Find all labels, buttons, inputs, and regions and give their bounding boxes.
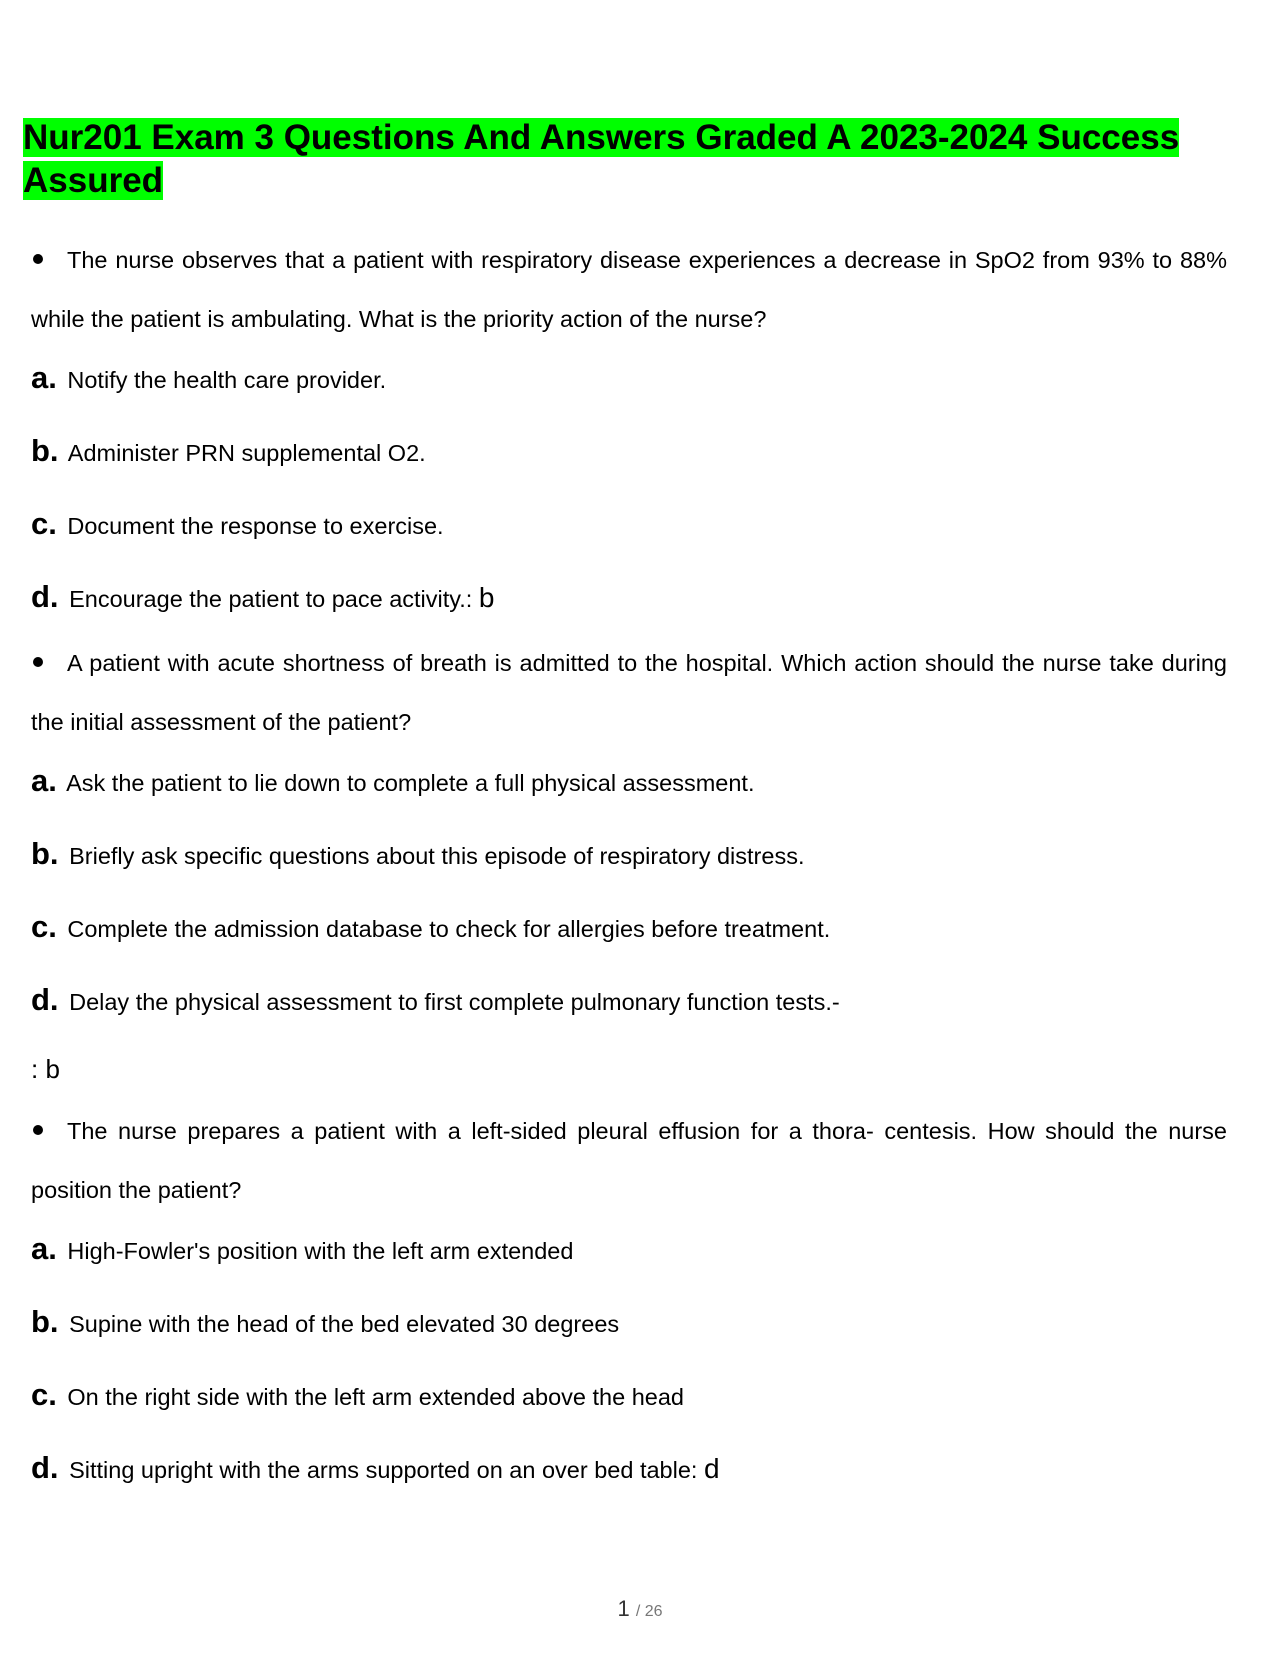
option-text: Complete the admission database to check for allergies before treatment.: [67, 916, 831, 942]
answer-key: d: [703, 1453, 720, 1484]
option-text: Encourage the patient to pace activity.:: [69, 586, 473, 612]
title-highlight: Nur201 Exam 3 Questions And Answers Graded A 2023-2024 Success Assured: [23, 118, 1180, 200]
question-1-option-b: [31, 431, 426, 473]
question-2-option-d: [31, 980, 840, 1022]
option-letter: d.: [31, 982, 59, 1017]
option-letter: c.: [31, 506, 57, 541]
question-2: [31, 634, 1227, 752]
current-page: 1: [617, 1596, 630, 1621]
bullet-icon: [33, 657, 43, 667]
option-text: On the right side with the left arm extended above the head: [67, 1384, 685, 1410]
document-title: [23, 116, 1203, 202]
question-3-option-c: [31, 1375, 684, 1417]
option-text: High-Fowler's position with the left arm extended: [67, 1238, 574, 1264]
question-1-option-a: [31, 358, 386, 400]
option-text: Supine with the head of the bed elevated 30 degrees: [69, 1311, 620, 1337]
option-letter: b.: [31, 836, 59, 871]
option-letter: d.: [31, 579, 59, 614]
question-2-option-b: [31, 834, 804, 876]
option-text: Sitting upright with the arms supported on an over bed table:: [69, 1457, 698, 1483]
option-text: Briefly ask specific questions about this episode of respiratory distress.: [69, 843, 805, 869]
question-3-option-b: [31, 1302, 619, 1344]
answer-key: b: [478, 582, 495, 613]
option-text: Administer PRN supplemental O2.: [67, 440, 426, 466]
option-letter: a.: [31, 763, 57, 798]
option-letter: a.: [31, 1231, 57, 1266]
question-3: [31, 1102, 1227, 1220]
question-3-option-a: [31, 1229, 573, 1271]
question-2-option-c: [31, 907, 830, 949]
option-text: Document the response to exercise.: [67, 513, 444, 539]
question-1-text: The nurse observes that a patient with respiratory disease experiences a decrease in SpO2 from 93% to 88% while the patient is ambulating. What is the priority action of the nurse?: [31, 247, 1227, 332]
page-indicator: [0, 1594, 1280, 1627]
option-letter: a.: [31, 360, 57, 395]
question-2-option-a: [31, 761, 754, 803]
total-pages: / 26: [635, 1603, 663, 1620]
answer-prefix: :: [31, 1054, 39, 1084]
option-letter: c.: [31, 1377, 57, 1412]
question-2-answer: [31, 1049, 60, 1089]
option-letter: c.: [31, 909, 57, 944]
question-1: [31, 231, 1227, 349]
question-3-text: The nurse prepares a patient with a left-sided pleural effusion for a thora- centesis. How should the nurse position the patient?: [31, 1118, 1227, 1203]
option-letter: b.: [31, 433, 59, 468]
bullet-icon: [33, 254, 43, 264]
question-2-text: A patient with acute shortness of breath is admitted to the hospital. Which action should the nurse take during the initial assessment of the patient?: [31, 650, 1227, 735]
question-1-option-c: [31, 504, 444, 546]
option-text: Notify the health care provider.: [67, 367, 387, 393]
option-text: Delay the physical assessment to first complete pulmonary function tests.-: [69, 989, 840, 1015]
bullet-icon: [33, 1125, 43, 1135]
question-3-option-d: [31, 1448, 720, 1490]
option-text: Ask the patient to lie down to complete a full physical assessment.: [66, 770, 755, 796]
option-letter: b.: [31, 1304, 59, 1339]
answer-key: b: [45, 1054, 60, 1084]
option-letter: d.: [31, 1450, 59, 1485]
question-1-option-d: [31, 577, 494, 619]
